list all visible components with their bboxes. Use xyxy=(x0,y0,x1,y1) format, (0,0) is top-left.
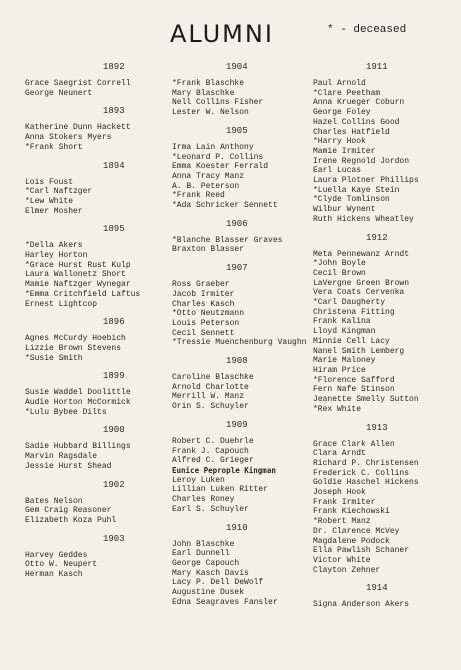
alumni-name: Frank Kalina xyxy=(313,317,371,327)
class-year-group xyxy=(25,480,170,526)
alumni-name: Wilbur Wynent xyxy=(313,205,376,215)
alumni-name: Harvey Geddes xyxy=(25,550,88,560)
alumni-name-list xyxy=(313,250,458,415)
alumni-name: Ross Graeber xyxy=(172,280,230,290)
alumni-name: Katherine Dunn Hackett xyxy=(25,123,131,133)
alumni-name: *Clyde Tomlinson xyxy=(313,195,390,205)
alumni-name: Herman Kasch xyxy=(25,570,83,580)
alumni-name: Frank Irmiter xyxy=(313,497,376,507)
alumni-name-list xyxy=(25,497,170,526)
alumni-name: Charles Hatfield xyxy=(313,127,390,137)
alumni-name: Richard P. Christensen xyxy=(313,458,419,468)
alumni-name: Victor White xyxy=(313,555,371,565)
class-year-group xyxy=(313,583,458,610)
alumni-name: *Carl Daugherty xyxy=(313,298,386,308)
alumni-name-list xyxy=(172,280,317,348)
alumni-name: *Leonard P. Collins xyxy=(172,152,264,162)
alumni-name: Irma Lain Anthony xyxy=(172,142,254,152)
class-year-heading: 1892 xyxy=(103,62,125,72)
alumni-name: *Robert Manz xyxy=(313,517,371,527)
alumni-name: Charles Kasch xyxy=(172,299,235,309)
alumni-name: *John Boyle xyxy=(313,259,366,269)
alumni-name: Lois Foust xyxy=(25,177,74,187)
alumni-name: Alfred C. Grieger xyxy=(172,456,254,466)
alumni-name: Paul Arnold xyxy=(313,79,366,88)
alumni-name: *Tressie Muenchenburg Vaughn xyxy=(172,338,307,348)
alumni-name: *Frank Short xyxy=(25,142,83,152)
alumni-name-list xyxy=(172,540,317,608)
alumni-name: Orin S. Schuyler xyxy=(172,402,249,412)
alumni-name: Fern Nafe Stinson xyxy=(313,385,395,395)
class-year-group xyxy=(172,263,317,348)
alumni-name-list xyxy=(25,388,170,417)
alumni-name-list xyxy=(172,143,317,211)
alumni-name: Frederick C. Collins xyxy=(313,468,410,478)
alumni-name: Earl S. Schuyler xyxy=(172,504,249,514)
alumni-name-list xyxy=(25,442,170,471)
class-year-group xyxy=(25,224,170,309)
alumni-name: Lacy P. Dell DeWolf xyxy=(172,578,264,588)
alumni-name: *Della Akers xyxy=(25,241,83,251)
alumni-name: Leroy Luken xyxy=(172,475,225,485)
alumni-name: Laura Wallonetz Short xyxy=(25,270,126,280)
alumni-name: Ella Pawlish Schaner xyxy=(313,546,410,556)
alumni-name: Lizzie Brown Stevens xyxy=(25,343,122,353)
class-year-heading: 1912 xyxy=(366,232,388,243)
alumni-name: Jeanette Smelly Sutton xyxy=(313,395,419,405)
alumni-name: *Emma Critchfield Laftus xyxy=(25,289,141,299)
class-year-heading: 1913 xyxy=(366,422,388,433)
class-year-heading: 1914 xyxy=(366,583,388,594)
alumni-name: Signa Anderson Akers xyxy=(313,600,410,610)
alumni-name-list xyxy=(25,79,170,98)
alumni-name: Edna Seagraves Fansler xyxy=(172,597,278,607)
alumni-name: Audie Horton McCormick xyxy=(25,398,131,408)
class-year-group xyxy=(172,356,317,412)
column-1 xyxy=(25,62,170,588)
alumni-name: Merrill W. Manz xyxy=(172,392,245,402)
alumni-name: Grace Saegrist Correll xyxy=(25,79,131,88)
alumni-name: *Susie Smith xyxy=(25,353,83,363)
alumni-name: Goldie Haschel Hickens xyxy=(313,478,419,488)
alumni-name: Sadie Hubbard Billings xyxy=(25,442,131,452)
alumni-name: Laura Plotner Phillips xyxy=(313,176,419,186)
alumni-name: Clara Arndt xyxy=(313,449,366,459)
alumni-name-list xyxy=(313,600,458,610)
alumni-name: Christena Fitting xyxy=(313,307,395,317)
class-year-group xyxy=(25,371,170,417)
alumni-name: Eunice Peprople Kingman xyxy=(172,465,276,475)
column-3 xyxy=(313,62,458,618)
alumni-name: Augustine Dusek xyxy=(172,588,245,598)
alumni-name: Earl Dunnell xyxy=(172,549,230,559)
alumni-name: *Grace Hurst Rust Kulp xyxy=(25,260,131,270)
alumni-name: *Carl Naftzger xyxy=(25,187,93,197)
alumni-name-list xyxy=(313,440,458,576)
alumni-name: Caroline Blaschke xyxy=(172,373,254,383)
alumni-name: *Harry Hook xyxy=(313,137,366,147)
alumni-name: Susie Waddel Doolittle xyxy=(25,388,131,398)
alumni-name: Braxton Blasser xyxy=(172,245,245,255)
alumni-name-list xyxy=(25,178,170,217)
class-year-group xyxy=(172,126,317,211)
class-year-group xyxy=(25,425,170,471)
class-year-heading: 1905 xyxy=(226,125,248,136)
alumni-name: Elizabeth Koza Puhl xyxy=(25,515,117,525)
class-year-heading: 1895 xyxy=(103,224,125,235)
alumni-name: *Otto Neutzmann xyxy=(172,309,245,319)
alumni-name: Lester W. Nelson xyxy=(172,108,249,118)
class-year-heading: 1904 xyxy=(226,62,248,72)
alumni-name: Frank J. Capouch xyxy=(172,446,249,456)
alumni-name: John Blaschke xyxy=(172,539,235,549)
class-year-group xyxy=(172,62,317,118)
alumni-name: Irene Regnold Jordon xyxy=(313,156,410,166)
alumni-name: LaVergne Green Brown xyxy=(313,278,410,288)
alumni-name: Arnold Charlotte xyxy=(172,382,249,392)
alumni-name-list xyxy=(25,551,170,580)
alumni-name: *Clare Peetham xyxy=(313,88,381,98)
alumni-name: *Frank Reed xyxy=(172,191,225,201)
alumni-name: Nell Collins Fisher xyxy=(172,98,264,108)
alumni-name: Jessie Hurst Shead xyxy=(25,461,112,471)
class-year-group xyxy=(25,62,170,98)
alumni-name: Cecil Sennett xyxy=(172,328,235,338)
alumni-name-list xyxy=(172,236,317,255)
class-year-heading: 1910 xyxy=(226,522,248,533)
alumni-name: Hazel Collins Good xyxy=(313,117,400,127)
class-year-group xyxy=(25,317,170,363)
alumni-name: Mary Blaschke xyxy=(172,88,235,98)
class-year-heading: 1911 xyxy=(366,62,388,72)
alumni-name: Anna Tracy Manz xyxy=(172,171,245,181)
class-year-group xyxy=(172,219,317,255)
alumni-name: Louis Peterson xyxy=(172,318,240,328)
alumni-name: *Blanche Blasser Graves xyxy=(172,235,283,245)
alumni-name: Ruth Hickens Wheatley xyxy=(313,214,414,224)
class-year-heading: 1893 xyxy=(103,106,125,117)
class-year-group xyxy=(25,161,170,217)
alumni-name: *Lulu Bybee Dilts xyxy=(25,407,107,417)
alumni-name: Magdalene Podock xyxy=(313,536,390,546)
class-year-group xyxy=(172,420,317,515)
alumni-name: Joseph Hook xyxy=(313,488,366,498)
alumni-name: Emma Koester Ferrald xyxy=(172,162,269,172)
alumni-name: Bates Nelson xyxy=(25,496,83,506)
alumni-name: Meta Pennewanz Arndt xyxy=(313,249,410,259)
class-year-heading: 1906 xyxy=(226,218,248,229)
alumni-name: Hiram Price xyxy=(313,365,366,375)
page-title: ALUMNI xyxy=(170,20,274,48)
alumni-name: Elmer Mosher xyxy=(25,206,83,216)
alumni-name: Cecil Brown xyxy=(313,268,366,278)
alumni-name: Anna Stokers Myers xyxy=(25,133,112,143)
alumni-name: *Ada Schricker Sennett xyxy=(172,201,278,211)
class-year-heading: 1907 xyxy=(226,263,248,274)
alumni-name: George Capouch xyxy=(172,558,240,568)
class-year-heading: 1909 xyxy=(226,419,248,430)
alumni-name: George Neunert xyxy=(25,88,93,98)
alumni-name: Nanel Smith Lemberg xyxy=(313,346,405,356)
alumni-name: Charles Roney xyxy=(172,495,235,505)
alumni-name: Jacob Irmiter xyxy=(172,289,235,299)
class-year-group xyxy=(25,106,170,152)
alumni-name: Marvin Ragsdale xyxy=(25,452,98,462)
alumni-name-list xyxy=(172,437,317,515)
class-year-group xyxy=(313,233,458,415)
alumni-name: Minnie Cell Lacy xyxy=(313,336,390,346)
alumni-name-list xyxy=(313,79,458,225)
deceased-legend: * - deceased xyxy=(327,24,407,36)
class-year-group xyxy=(313,62,458,225)
alumni-name: Ernest Lightcop xyxy=(25,299,98,309)
class-year-heading: 1908 xyxy=(226,356,248,367)
alumni-name: *Luella Kaye Stein xyxy=(313,185,400,195)
alumni-name: George Foley xyxy=(313,108,371,118)
class-year-heading: 1903 xyxy=(103,533,125,544)
alumni-name-list xyxy=(25,123,170,152)
alumni-name: Earl Lucas xyxy=(313,166,362,176)
class-year-group xyxy=(172,523,317,608)
alumni-name: Clayton Zehner xyxy=(313,565,381,575)
alumni-name: Gem Craig Reasoner xyxy=(25,506,112,516)
class-year-group xyxy=(25,534,170,580)
alumni-name: *Lew White xyxy=(25,196,74,206)
alumni-name: Harley Horton xyxy=(25,251,88,261)
alumni-name: Anna Krueger Coburn xyxy=(313,98,405,108)
class-year-heading: 1894 xyxy=(103,160,125,171)
alumni-name: Mamie Irmiter xyxy=(313,146,376,156)
alumni-name: Mamie Naftzger Wynegar xyxy=(25,280,131,290)
class-year-heading: 1900 xyxy=(103,425,125,436)
class-year-group xyxy=(313,423,458,576)
alumni-name: Mary Kasch Davis xyxy=(172,568,249,578)
alumni-name: *Rex White xyxy=(313,404,362,414)
alumni-name: Lloyd Kingman xyxy=(313,327,376,337)
alumni-name-list xyxy=(25,334,170,363)
alumni-name: A. B. Peterson xyxy=(172,181,240,191)
column-2 xyxy=(172,62,317,615)
alumni-name: Dr. Clarence McVey xyxy=(313,526,400,536)
alumni-name: Otto W. Neupert xyxy=(25,560,98,570)
class-year-heading: 1899 xyxy=(103,371,125,382)
alumni-name: Vera Coats Cervenka xyxy=(313,288,405,298)
alumni-name: Agnes McCurdy Hoebich xyxy=(25,334,126,344)
alumni-name: Lillian Luken Ritter xyxy=(172,485,269,495)
alumni-name: *Frank Blaschke xyxy=(172,79,245,88)
alumni-name-list xyxy=(172,373,317,412)
alumni-name: *Florence Safford xyxy=(313,375,395,385)
alumni-name: Grace Clark Allen xyxy=(313,439,395,449)
alumni-name-list xyxy=(25,241,170,309)
alumni-name: Marie Maloney xyxy=(313,356,376,366)
alumni-name: Frank Kiechowski xyxy=(313,507,390,517)
alumni-name: Robert C. Duehrle xyxy=(172,436,254,446)
class-year-heading: 1902 xyxy=(103,479,125,490)
alumni-name-list xyxy=(172,79,317,118)
class-year-heading: 1896 xyxy=(103,317,125,328)
